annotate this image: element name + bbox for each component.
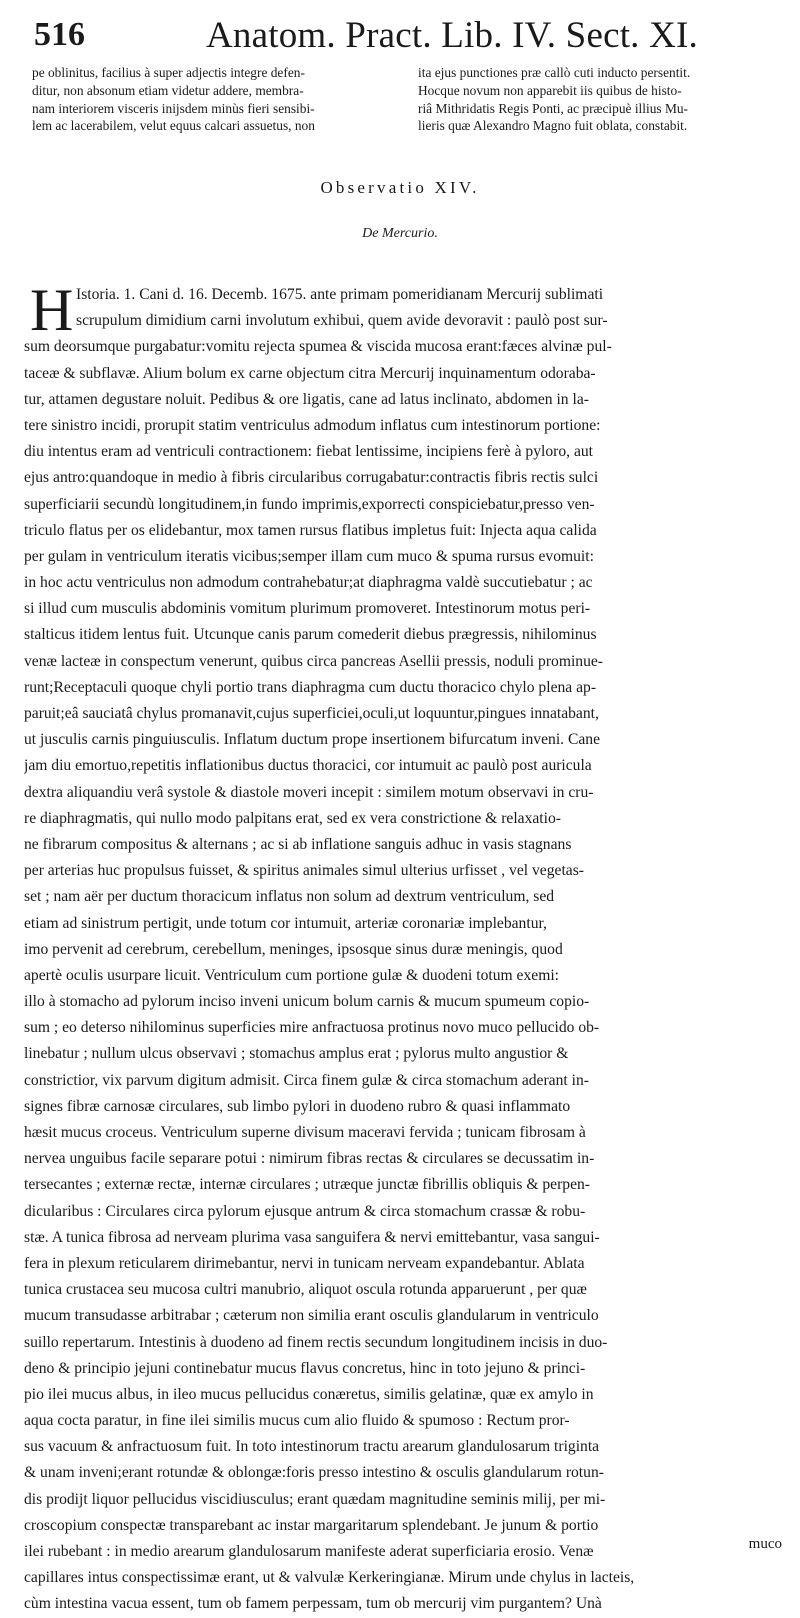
text-line: lieris quæ Alexandro Magno fuit oblata, constabit. [418, 118, 688, 134]
body-line: scrupulum dimidium carni involutum exhibui, quem avide devoravit : paulò post sur- [76, 312, 608, 330]
body-line: constrictior, vix parvum digitum admisit. Circa finem gulæ & circa stomachum aderant in- [24, 1071, 589, 1089]
body-line: aqua cocta paratur, in fine ilei similis mucus cum alio fluido & spumoso : Rectum pror- [24, 1412, 570, 1430]
text-line: lem ac lacerabilem, velut equus calcari assuetus, non [32, 118, 315, 134]
body-line: illo à stomacho ad pylorum inciso inveni unicum bolum carnis & mucum spumeum copio- [24, 993, 590, 1011]
page-number: 516 [34, 16, 85, 53]
body-line: paruit;eâ sauciatâ chylus promanavit,cujus superficiei,oculi,ut loquuntur,pingues innatabant, [24, 705, 599, 722]
text-line: ditur, non absonum etiam videtur addere, membra- [32, 82, 304, 98]
observation-subtitle: De Mercurio. [362, 226, 438, 241]
body-line: set ; nam aër per ductum thoracicum inflatus non solum ad dextrum ventriculum, sed [24, 888, 555, 906]
body-line: runt;Receptaculi quoque chyli portio trans diaphragma cum ductu thoracico chylo plena ap- [24, 678, 597, 696]
body-line: Istoria. 1. Cani d. 16. Decemb. 1675. ante primam pomeridianam Mercurij sublimati [76, 286, 604, 303]
body-line: tunica crustacea seu mucosa cultri manubrio, aliquot oscula rotunda apparuerunt , per quæ [24, 1281, 587, 1299]
body-line: triculo flatus per os elidebantur, mox tamen rursus flatibus impletus fuit: Injecta aqua calida [24, 521, 597, 539]
right-column [418, 64, 790, 135]
body-line: ne fibrarum compositus & alternans ; ac si ab inflatione sanguis adhuc in vasis stagnans [24, 835, 572, 853]
body-line: suillo repertarum. Intestinis à duodeno ad finem rectis secundum longitudinem incisis in duo- [24, 1333, 608, 1351]
text-line: pe oblinitus, facilius à super adjectis integre defen- [32, 65, 305, 80]
observation-body [24, 277, 794, 1618]
body-line: dicularibus : Circulares circa pylorum ejusque antrum & circa stomachum crassæ & robu- [24, 1202, 586, 1220]
body-line: si illud cum musculis abdominis vomitum plurimum promoveret. Intestinorum motus peri- [24, 600, 591, 618]
body-line: deno & principio jejuni continebatur mucus flavus concretus, hinc in toto jejuno & princi- [24, 1359, 586, 1377]
body-line: & unam inveni;erant rotundæ & oblongæ:foris presso intestino & osculis glandularum rotun- [24, 1464, 604, 1482]
catchword: muco [748, 1536, 782, 1552]
body-line: sum ; eo deterso nihilominus superficies mire anfractuosa protinus novo muco pellucido ob- [24, 1019, 600, 1037]
left-column [32, 64, 410, 135]
body-line: mucum transudasse arbitrabar ; cæterum non similia erant osculis glandularum in ventriculo [24, 1307, 599, 1325]
body-line: nervea unguibus facile separare potui : nimirum fibras rectas & circulares se decussatim in- [24, 1150, 595, 1168]
body-line: per gulam in ventriculum iteratis vicibus;semper illam cum muco & spuma rursus evomuit: [24, 547, 594, 565]
body-line: taceæ & subflavæ. Alium bolum ex carne objectum citra Mercurij inquinamentum odoraba- [24, 364, 596, 382]
body-line: ejus antro:quandoque in medio à fibris circularibus corrugabatur:contractis fibris rectis sulci [24, 469, 599, 487]
body-line: hæsit mucus croceus. Ventriculum superne divisum maceravi fervida ; tunicam fibrosam à [24, 1124, 586, 1141]
body-line: diu intentus eram ad ventriculi contractionem: fiebat lentissime, incipiens ferè à pyloro, aut [24, 443, 593, 461]
body-line: tere sinistro incidi, prorupit statim ventriculus admodum inflatus cum intestinorum portione: [24, 416, 601, 434]
body-line: pio ilei mucus albus, in ileo mucus pellucidus conæretus, similis gelatinæ, quæ ex amylo in [24, 1385, 594, 1403]
body-line: dis prodijt liquor pellucidus viscidiusculus; erant quædam magnitudine seminis milij, per mi- [24, 1490, 606, 1508]
body-line: sum deorsumque purgabatur:vomitu rejecta spumea & viscida mucosa erant:fæces alvinæ pul- [24, 338, 612, 356]
body-line: tersecantes ; externæ rectæ, internæ circulares ; utræque junctæ fibrillis obliquis & perpen- [24, 1176, 590, 1194]
body-line: ilei rubebant : in medio arearum glandulosarum manifeste aderat superficiaria erosio. Venæ [24, 1543, 594, 1560]
text-line: riâ Mithridatis Regis Ponti, ac præcipuè illius Mu- [418, 100, 689, 116]
body-line: re diaphragmatis, qui nullo modo palpitans erat, sed ex vera constrictione & relaxatio- [24, 809, 561, 827]
body-line: signes fibræ carnosæ circulares, sub limbo pylori in duodeno rubro & quasi inflammato [24, 1097, 571, 1115]
body-line: cùm intestina vacua essent, tum ob famem perpessam, tum ob mercurij vim purgantem? Unà [24, 1595, 602, 1613]
text-line: nam interiorem visceris inijsdem minùs fieri sensibi- [32, 100, 315, 116]
body-line: dextra aliquandiu verâ systole & diastole moveri incepit : similem motum observavi in cru- [24, 783, 594, 801]
drop-cap: H [30, 277, 74, 343]
text-line: Hocque novum non apparebit iis quibus de histo- [418, 82, 682, 98]
body-line: etiam ad sinistrum pertigit, unde totum cor intumuit, arteriæ coronariæ implebantur, [24, 914, 547, 932]
page-header [28, 14, 788, 64]
body-line: per arterias huc propulsus fuisset, & spiritus animales simul ulterius urfisset , vel vegetas- [24, 862, 584, 880]
body-line: stalticus itidem lentus fuit. Utcunque canis parum comederit diebus prægressis, nihilominus [24, 626, 597, 644]
continued-text-columns [32, 64, 792, 154]
body-line: tur, attamen degustare noluit. Pedibus & ore ligatis, cane ad latus inclinato, abdomen in la- [24, 390, 589, 408]
body-line: ut jusculis carnis pinguiusculis. Inflatum ductum prope insertionem bifurcatum inveni. Cane [24, 731, 600, 749]
body-line: in hoc actu ventriculus non admodum contrahebatur;at diaphragma valdè succutiebatur ; ac [24, 574, 593, 592]
running-head: Anatom. Pract. Lib. IV. Sect. XI. [206, 15, 698, 56]
body-line: superficiarii secundù longitudinem,in fundo imprimis,exporrecti conspiciebatur,presso ven- [24, 495, 595, 513]
body-line: linebatur ; nullum ulcus observavi ; stomachus amplus erat ; pylorus multo angustior & [24, 1045, 569, 1063]
body-line: jam diu emortuo,repetitis inflationibus ductus thoracici, cor intumuit ac paulò post auricula [24, 757, 592, 775]
body-line: imo pervenit ad cerebrum, cerebellum, meninges, ipsosque sinus duræ meningis, quod [24, 940, 563, 958]
body-line: stæ. A tunica fibrosa ad nerveam plurima vasa sanguifera & nervi emittebantur, vasa sangui- [24, 1228, 600, 1246]
body-line: apertè oculis usurpare licuit. Ventriculum cum portione gulæ & duodeni totum exemi: [24, 966, 559, 984]
body-line: sus vacuum & anfractuosum fuit. In toto intestinorum tractu arearum glandulosarum triginta [24, 1438, 600, 1456]
observation-heading: Observatio XIV. [320, 178, 480, 197]
body-line: venæ lacteæ in conspectum venerunt, quibus circa pancreas Asellii pressis, noduli prominue- [24, 652, 603, 670]
body-line: capillares intus conspectissimæ erant, ut & valvulæ Kerkeringianæ. Mirum unde chylus in lacteis, [24, 1569, 635, 1587]
text-line: ita ejus punctiones præ callò cuti inducto persentit. [418, 65, 691, 80]
body-line: croscopium conspectæ transparebant ac instar margaritarum splendebant. Je junum & portio [24, 1516, 599, 1534]
body-line: fera in plexum reticularem dirimebantur, nervi in tunicam nerveam expandebantur. Ablata [24, 1254, 585, 1272]
